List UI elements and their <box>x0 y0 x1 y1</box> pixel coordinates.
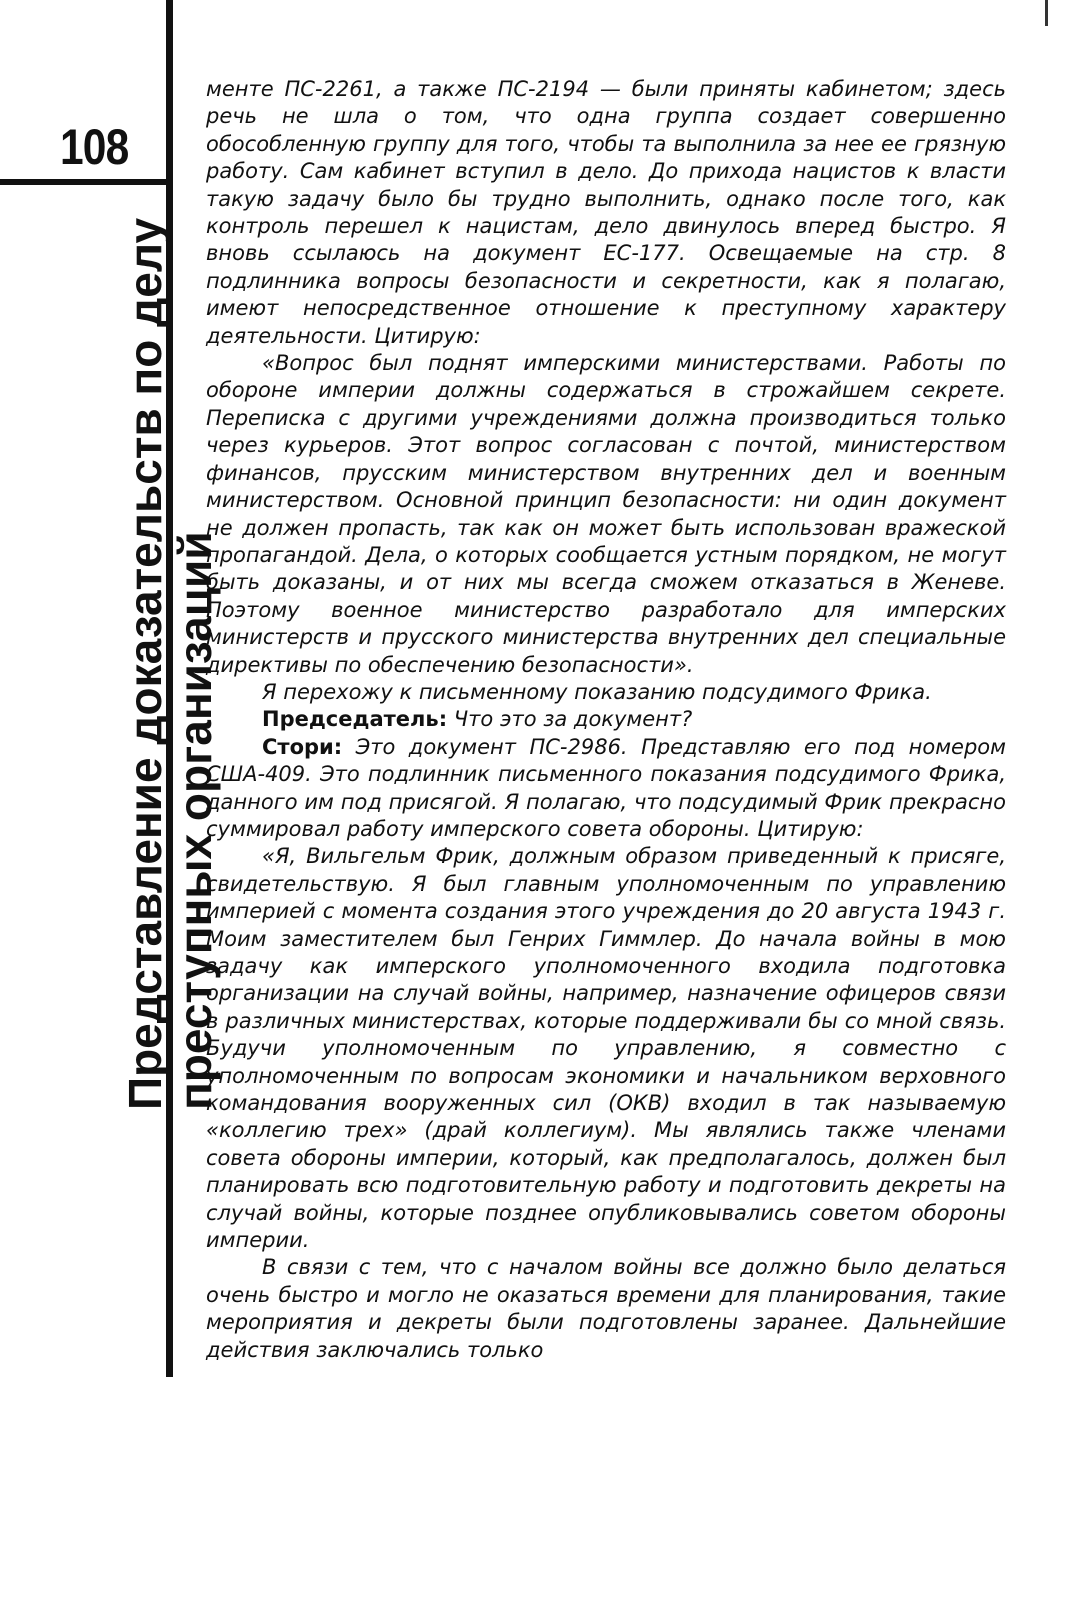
paragraph-3 <box>206 679 1006 706</box>
page-number: 108 <box>60 119 129 175</box>
speaker-label: Стори: <box>262 734 343 759</box>
paragraph-7 <box>206 1254 1006 1364</box>
paragraph-text: В связи с тем, что с началом войны все должно было делаться очень быстро и могло не оказаться времени для планирования, такие мероприятия и декреты были подготовлены заранее. Дальнейшие действия заключались только <box>206 1255 1006 1362</box>
paragraph-text: «Вопрос был поднят имперскими министерствами. Работы по обороне империи должны содержаться в строжайшем секрете. Переписка с другими учреждениями должна производиться только через курьеров. Этот вопрос согласован с почтой, министерством финансов, прусским министерством внутренних дел и военным министерством. Основной принцип безопасности: ни один документ не должен пропасть, так как он может быть использован вражеской пропагандой. Дела, о которых сообщается устным порядком, не могут быть доказаны, и от них мы всегда сможем отказаться в Женеве. Поэтому военное министерство разработало для имперских министерств и прусского министерства внутренних дел специальные директивы по обеспечению безопасности». <box>206 351 1006 677</box>
speaker-label: Председатель: <box>262 707 448 732</box>
paragraph-6 <box>206 843 1006 1254</box>
paragraph-4 <box>206 706 1006 733</box>
running-section-title <box>120 50 220 1110</box>
section-title-line-1: Представление доказательств по делу <box>119 217 171 1110</box>
paragraph-text: Что это за документ? <box>447 707 693 732</box>
paragraph-1 <box>206 76 1006 350</box>
section-title-line-2: преступных организаций <box>169 531 221 1110</box>
paragraph-text: менте ПС-2261, а также ПС-2194 — были приняты кабинетом; здесь речь не шла о том, что одна группа создает совершенно обособленную группу для того, чтобы та выполнила за нее ее грязную работу. Сам кабинет вступил в дело. До прихода нацистов к власти такую задачу было бы трудно выполнить, однако после того, как контроль перешел к нацистам, дело двинулось вперед быстро. Я вновь ссылаюсь на документ ЕС-177. Освещаемые на стр. 8 подлинника вопросы безопасности и секретности, как я полагаю, имеют непосредственное отношение к преступному характеру деятельности. Цитирую: <box>206 77 1006 348</box>
paragraph-text: Это документ ПС-2986. Представляю его под номером США-409. Это подлинник письменного показания подсудимого Фрика, данного им под присягой. Я полагаю, что подсудимый Фрик прекрасно суммировал работу имперского совета обороны. Цитирую: <box>206 734 1006 841</box>
paragraph-text: Я перехожу к письменному показанию подсудимого Фрика. <box>262 679 932 704</box>
paragraph-5 <box>206 734 1006 844</box>
paragraph-2 <box>206 350 1006 679</box>
paragraph-text: «Я, Вильгельм Фрик, должным образом приведенный к присяге, свидетельствую. Я был главным уполномоченным по управлению империей с момента создания этого учреждения до 20 августа 1943 г. Моим заместителем был Генрих Гиммлер. До начала войны в мою задачу как имперского уполномоченного входила подготовка организации на случай войны, например, назначение офицеров связи в различных министерствах, которые поддерживали бы со мной связь. Будучи уполномоченным по управлению, я совместно с уполномоченным по вопросам экономики и начальником верховного командования вооруженных сил (ОКВ) входил в так называемую «коллегию трех» (драй коллегиум). Мы являлись также членами совета обороны империи, который, как предполагалось, должен был планировать всю подготовительную работу и подготовить декреты на случай войны, которые позднее опубликовывались советом обороны империи. <box>206 844 1006 1253</box>
body-text <box>206 76 1006 1364</box>
corner-mark <box>1045 0 1048 26</box>
